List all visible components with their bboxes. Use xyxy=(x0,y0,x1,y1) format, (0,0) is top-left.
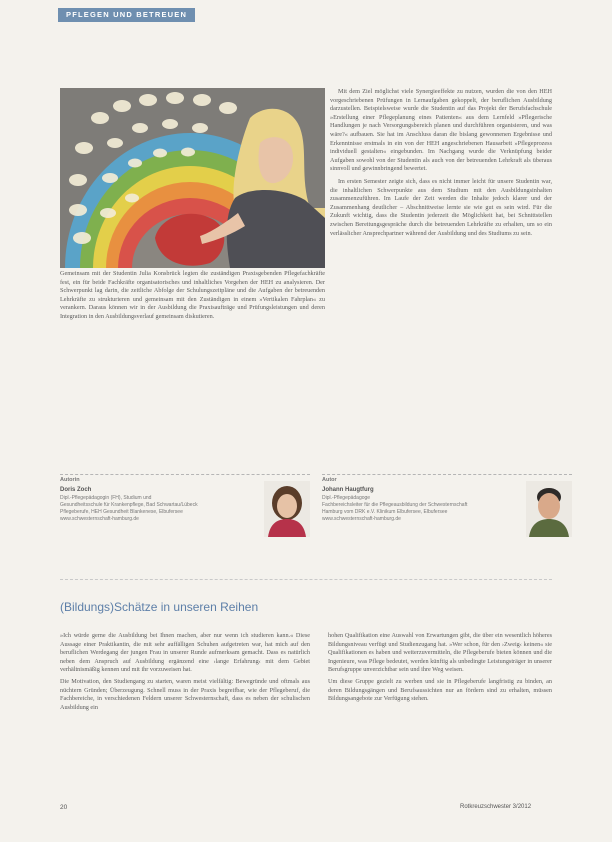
header-band xyxy=(0,0,612,20)
author-org: Fachbereichsleiter für die Pflegeausbildung der Schwesternschaft xyxy=(322,502,468,508)
author-name: Johann Haugtfurg xyxy=(322,487,374,493)
section-divider xyxy=(60,579,552,580)
paragraph: hohen Qualifikation eine Auswahl von Erwartungen gibt, die über ein wesentlich höheres Bildungsniveau verfügt und Studienzugang hat. »Wer schon, für den ›Zweig‹ keinen« sie Qualifikationen es haben und weiterzuvermitteln, die Pflegeberufe bieten können und die Ingenieure, was Pflege bedeutet, werden künftig als unbedingte Leistungsträger in unserer Berufsgruppe unverzichtbar sein und ihre Weg weisen. xyxy=(328,632,552,674)
paragraph: Im ersten Semester zeigte sich, dass es nicht immer leicht für unsere Studentin war, die inhaltlichen Schwerpunkte aus dem Studium mit den Ausbildungsinhalten zusammenzuführen. Im Laufe der Zeit werden die Inhalte jedoch klarer und der Zusammenhang deutlicher – Abschnittweise lernte sie wie gut es sein wird. Für die Zukunft wichtig, dass die Studentin jederzeit die Möglichkeit hat, bei Schnittstellen zwischen Bereitungsgespräche durch die betreuenden Lehrkräfte zu erhalten, um so ein verlässlicher Ansprechpartner während der Ausbildung und des Studiums zu sein. xyxy=(330,177,552,237)
author-label: Autorin xyxy=(60,477,80,483)
photo-student-rainbow-board-icon xyxy=(60,88,325,268)
journal-name: Rotkreuzschwester 3/2012 xyxy=(460,804,532,810)
author-name: Doris Zoch xyxy=(60,487,92,493)
author-portrait-icon xyxy=(526,481,572,537)
paragraph: Die Motivation, den Studiengang zu starten, waren meist vielfältig: Bewegründe und oftmals aus nüchtern Gründen; Überzeugung. Schnell muss in der Praxis begreifbar, wie der Pflegeberuf, die Fachbereiche, in verschiedenen Feldern unserer Schwesternschaft, dass es neben der schulischen Ausbildung ein xyxy=(60,677,310,711)
intro-right-column xyxy=(330,88,552,238)
section-tab: PFLEGEN UND BETREUEN xyxy=(58,8,195,22)
article-title: (Bildungs)Schätze in unseren Reihen xyxy=(60,600,259,614)
author-portrait xyxy=(264,481,310,537)
photo-caption: Gemeinsam mit der Studentin Julia Konsbrück legten die zuständigen Praxisgebenden Pflegefachkräfte fest, ein für beide Fachkräfte organisatorisches und inhaltliches Vorgehen der HEH zu analysieren. Der Schwerpunkt lag darin, die zeitliche Abfolge der Schulungszeitpläne und die Aufgaben der betreuenden Lehrkräfte zu strukturieren und gemeinsam mit den Zuständigen in einem »Vertikalen Fahrplan« zu verankern. Daraus können wir in der Ausbildung die Praxisaufträge und Prüfungsleistungen und deren Integration in den Ausbildungsverlauf gemeinsam diskutieren. xyxy=(60,270,325,320)
author-box-doris-zoch xyxy=(60,474,310,536)
author-org: Gesundheitsschule für Krankenpflege, Bad Schwartau/Lübeck xyxy=(60,502,198,508)
page-number: 20 xyxy=(60,804,68,811)
author-title: Dipl.-Pflegepädagoge xyxy=(322,495,371,501)
author-org-2: Hamburg vom DRK e.V. Klinikum Elbufersee, Elbufersee xyxy=(322,509,448,515)
author-title: Dipl.-Pflegepädagogin (FH), Studium und xyxy=(60,495,152,501)
article-left-column xyxy=(60,632,310,712)
author-portrait-icon xyxy=(264,481,310,537)
paragraph: »Ich würde gerne die Ausbildung bei Ihnen machen, aber nur wenn ich studieren kann.« Diese Aussage einer Praktikantin, die mit sehr auffälligen Schuhen aufgetreten war, hat mich auf den beruflichen Werdegang der jungen Frau in unserer Runde aufmerksam gemacht. Dass es natürlich neben dem Anspruch auf Ausbildung ergänzend eine ›lange Erfahrung‹ mit dem Gebiet verhältnismäßig kennen und mit ihr vorzuweisen hat. xyxy=(60,632,310,674)
article-photo xyxy=(60,88,325,268)
paragraph: Mit dem Ziel möglichst viele Synergieeffekte zu nutzen, wurden die von den HEH vorgeschriebenen Prüfungen in Lernaufgaben gekoppelt, der beruflichen Ausbildung darzustellen. Beispielsweise wurde die Studentin auf das Projekt der Berufsfachschule »Erstellung einer Pflegeplanung eines Patienten« aus dem Lernfeld »Pflegerische Handlungen je nach Versorgungsbereich planen und durchführen organisieren, und was wäre?« aufbauen. Sie hat im Anschluss daran die bislang gewonnenen Ergebnisse und Erkenntnisse erstmals in ein von der HEH angeschriebenen Hausarbeit »Pflegeprozess individuell gestalten« eingebunden. Im Nachgang wurde die Verknüpfung beider Aufgaben sowohl von der Studentin als auch von der betreuenden Lehrkraft als überaus sinnvoll und gewinnbringend bewertet. xyxy=(330,88,552,173)
author-website-link[interactable]: www.schwesternschaft-hamburg.de xyxy=(322,516,401,522)
article-right-column xyxy=(328,632,552,704)
author-label: Autor xyxy=(322,477,337,483)
author-portrait xyxy=(526,481,572,537)
author-website-link[interactable]: www.schwesternschaft-hamburg.de xyxy=(60,516,139,522)
author-box-johann xyxy=(322,474,572,536)
paragraph: Um diese Gruppe gezielt zu werben und sie in Pflegeberufe langfristig zu binden, an deren Bildungsgängen und Berufsaussichten nur an fördern sind zu erhalten, müssen Bildungsangebote zur Verfügung stehen. xyxy=(328,677,552,703)
author-org-2: Pflegeberufe, HEH Gesundheit Blankenese, Elbufersee xyxy=(60,509,183,515)
